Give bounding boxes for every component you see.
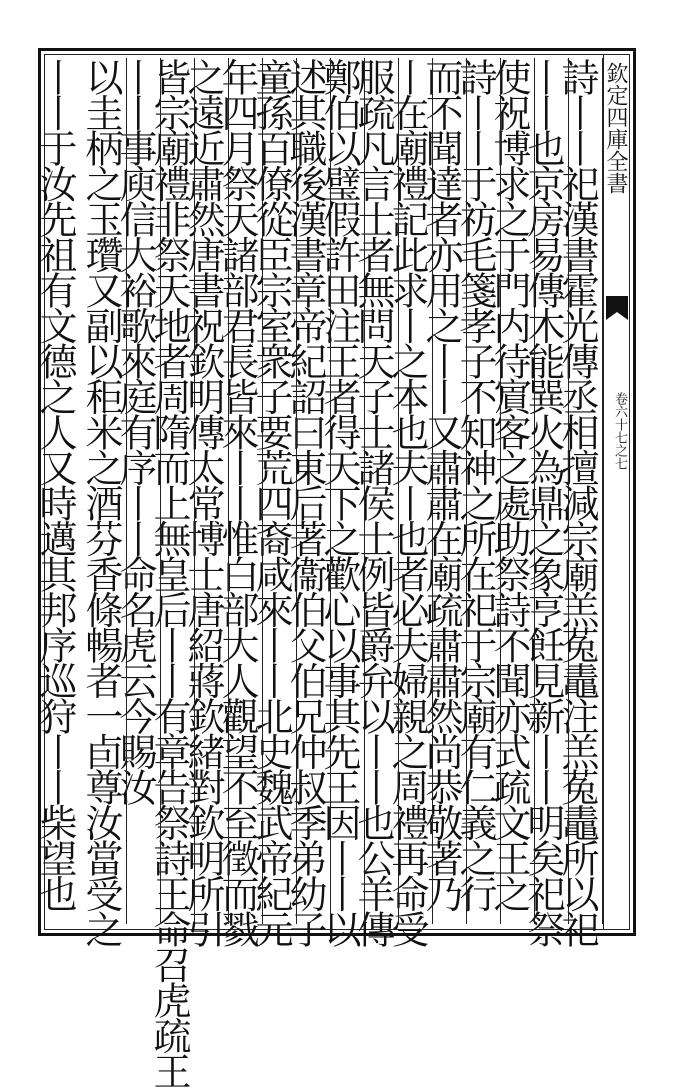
column-text: 詩丨丨于祊毛箋孝子不知神之所在祀于宗廟有仁義之行 (453, 58, 497, 910)
column-text: 以圭柄之玉瓚又副以秬米之酒芬香條暢者一卣尊汝當受之 (79, 58, 123, 946)
column-text: 丨丨于汝先祖有文德之人又時邁其邦序巡狩丨丨柴望也 (33, 58, 77, 910)
column-text: 服疏凡言士者無問天子士諸侯士例皆爵弁以丨丨也公羊傳 (351, 58, 395, 946)
text-column-16 (33, 58, 80, 924)
column-text: 而不聞達者亦用之丨丨又肅肅在廟疏肅肅然尚恭敬著乃 (419, 58, 463, 910)
column-text: 丨丨也京房易傳木能巽火為鼎之象亨飪見新丨丨明矣祀祭 (521, 58, 565, 946)
fishtail-mark-icon (606, 296, 628, 326)
column-text: 丨丨事庾信大裕歌來庭有序丨丨命名虎云今賜汝 (113, 58, 157, 804)
book-title: 欽定四庫全書 (603, 62, 628, 194)
column-text: 年四月祭天諸部君長皆來丨丨惟白部大人觀望不至徵而戮 (215, 58, 259, 946)
column-text: 使祝博求之于門内待賔客之處助祭詩不聞亦式疏文王之 (487, 58, 531, 910)
column-text: 之遠近肅然唐書祝欽明傳太常博士唐紹蔣欽緒對欽明所引 (181, 58, 225, 946)
column-text: 詩丨丨祀漢書霍光傳丞相擅減宗廟羔菟鼃注羔菟鼃所以祀 (555, 58, 599, 946)
column-text: 皆宗廟禮非祭天地者周隋而上無皇后丨丨有章告祭詩王命召虎疏王 (147, 58, 191, 1088)
column-text: 述其職後漢書章帝紀詔曰東后著衞伯父伯兄仲叔季弟幼子 (283, 58, 327, 946)
column-text: 鄭伯以璧假許田注王者得天下之歡心以事其先王因丨丨以 (317, 58, 361, 946)
column-text: 童孫百僚從臣宗室衆子要荒四裔咸來丨丨北史魏武帝紀元 (249, 58, 293, 946)
text-column-15 (77, 58, 127, 946)
column-text: 丨在廟禮記此求丨之本也夫丨也者必夫婦親之周禮再命受 (385, 58, 429, 946)
volume-label: 卷六十七之七 (612, 392, 627, 470)
